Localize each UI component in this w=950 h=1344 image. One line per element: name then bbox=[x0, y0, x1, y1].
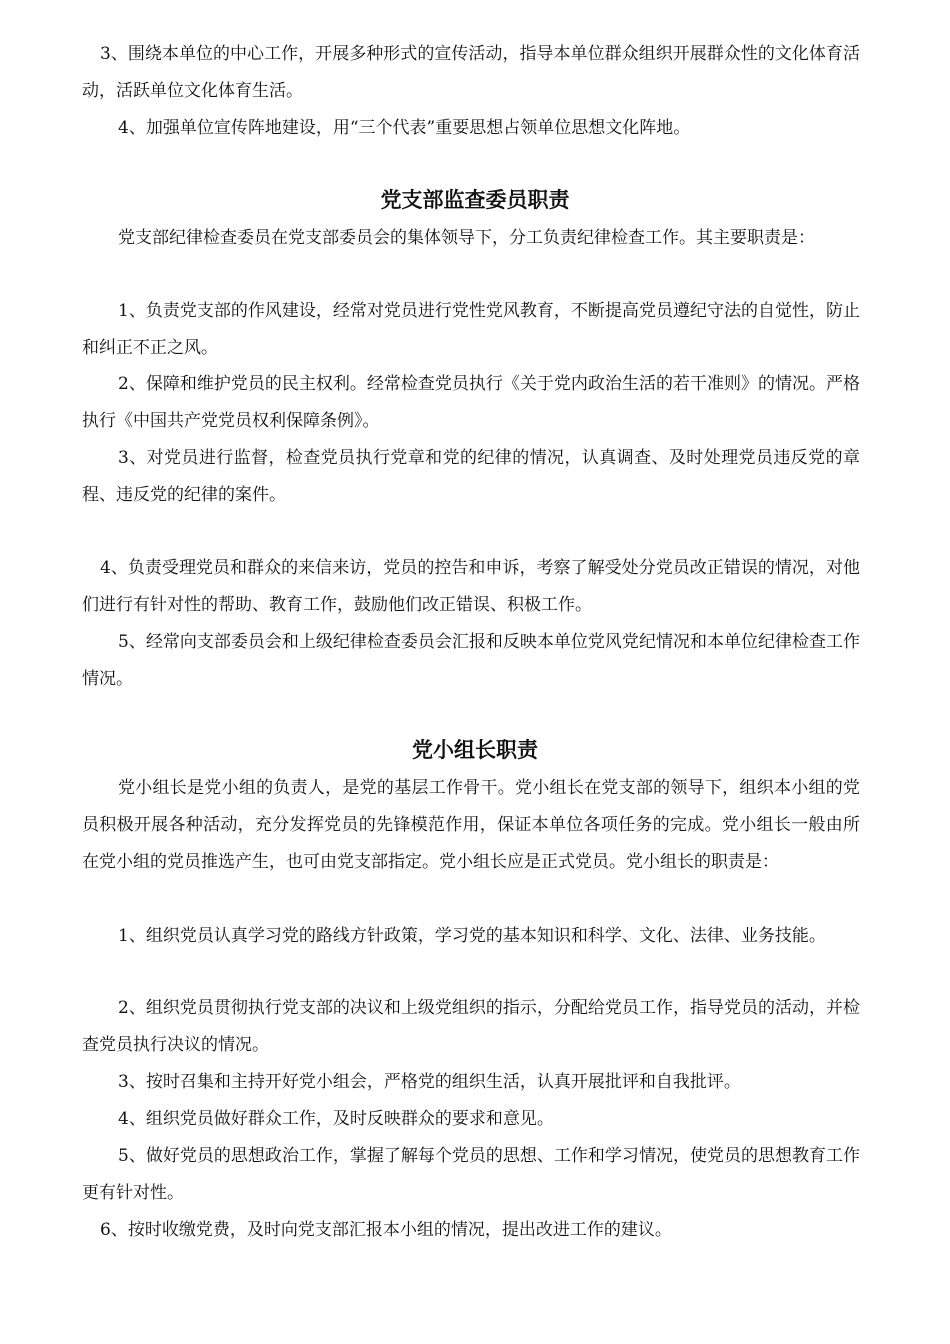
section-title-group-leader: 党小组长职责 bbox=[412, 737, 538, 762]
group-leader-item-5: 5、做好党员的思想政治工作，掌握了解每个党员的思想、工作和学习情况，使党员的思想教育工作更有针对性。 bbox=[82, 1146, 860, 1203]
group-leader-item-6: 6、按时收缴党费，及时向党支部汇报本小组的情况，提出改进工作的建议。 bbox=[100, 1220, 672, 1240]
supervision-item-4: 4、负责受理党员和群众的来信来访，党员的控告和申诉，考察了解受处分党员改正错误的情况，对他们进行有针对性的帮助、教育工作，鼓励他们改正错误、积极工作。 bbox=[82, 558, 860, 615]
supervision-item-2: 2、保障和维护党员的民主权利。经常检查党员执行《关于党内政治生活的若干准则》的情况。严格执行《中国共产党党员权利保障条例》。 bbox=[82, 374, 860, 431]
supervision-item-3: 3、对党员进行监督，检查党员执行党章和党的纪律的情况，认真调查、及时处理党员违反党的章程、违反党的纪律的案件。 bbox=[82, 448, 860, 505]
supervision-intro: 党支部纪律检查委员在党支部委员会的集体领导下，分工负责纪律检查工作。其主要职责是： bbox=[118, 228, 815, 248]
group-leader-item-3: 3、按时召集和主持开好党小组会，严格党的组织生活，认真开展批评和自我批评。 bbox=[118, 1072, 741, 1092]
section-title-supervision: 党支部监查委员职责 bbox=[380, 187, 570, 212]
group-leader-item-2: 2、组织党员贯彻执行党支部的决议和上级党组织的指示，分配给党员工作，指导党员的活动，并检查党员执行决议的情况。 bbox=[82, 998, 860, 1055]
group-leader-item-4: 4、组织党员做好群众工作，及时反映群众的要求和意见。 bbox=[118, 1109, 554, 1129]
group-leader-item-1: 1、组织党员认真学习党的路线方针政策，学习党的基本知识和科学、文化、法律、业务技能。 bbox=[118, 926, 826, 946]
supervision-item-5: 5、经常向支部委员会和上级纪律检查委员会汇报和反映本单位党风党纪情况和本单位纪律检查工作情况。 bbox=[82, 632, 860, 689]
paragraph-item-4: 4、加强单位宣传阵地建设，用“三个代表”重要思想占领单位思想文化阵地。 bbox=[118, 118, 691, 138]
supervision-item-1: 1、负责党支部的作风建设，经常对党员进行党性党风教育，不断提高党员遵纪守法的自觉性，防止和纠正不正之风。 bbox=[82, 301, 860, 358]
paragraph-item-3: 3、围绕本单位的中心工作，开展多种形式的宣传活动，指导本单位群众组织开展群众性的文化体育活动，活跃单位文化体育生活。 bbox=[82, 44, 860, 101]
group-leader-intro: 党小组长是党小组的负责人，是党的基层工作骨干。党小组长在党支部的领导下，组织本小组的党员积极开展各种活动，充分发挥党员的先锋模范作用，保证本单位各项任务的完成。党小组长一般由所在党小组的党员推选产生，也可由党支部指定。党小组长应是正式党员。党小组长的职责是： bbox=[82, 778, 860, 872]
